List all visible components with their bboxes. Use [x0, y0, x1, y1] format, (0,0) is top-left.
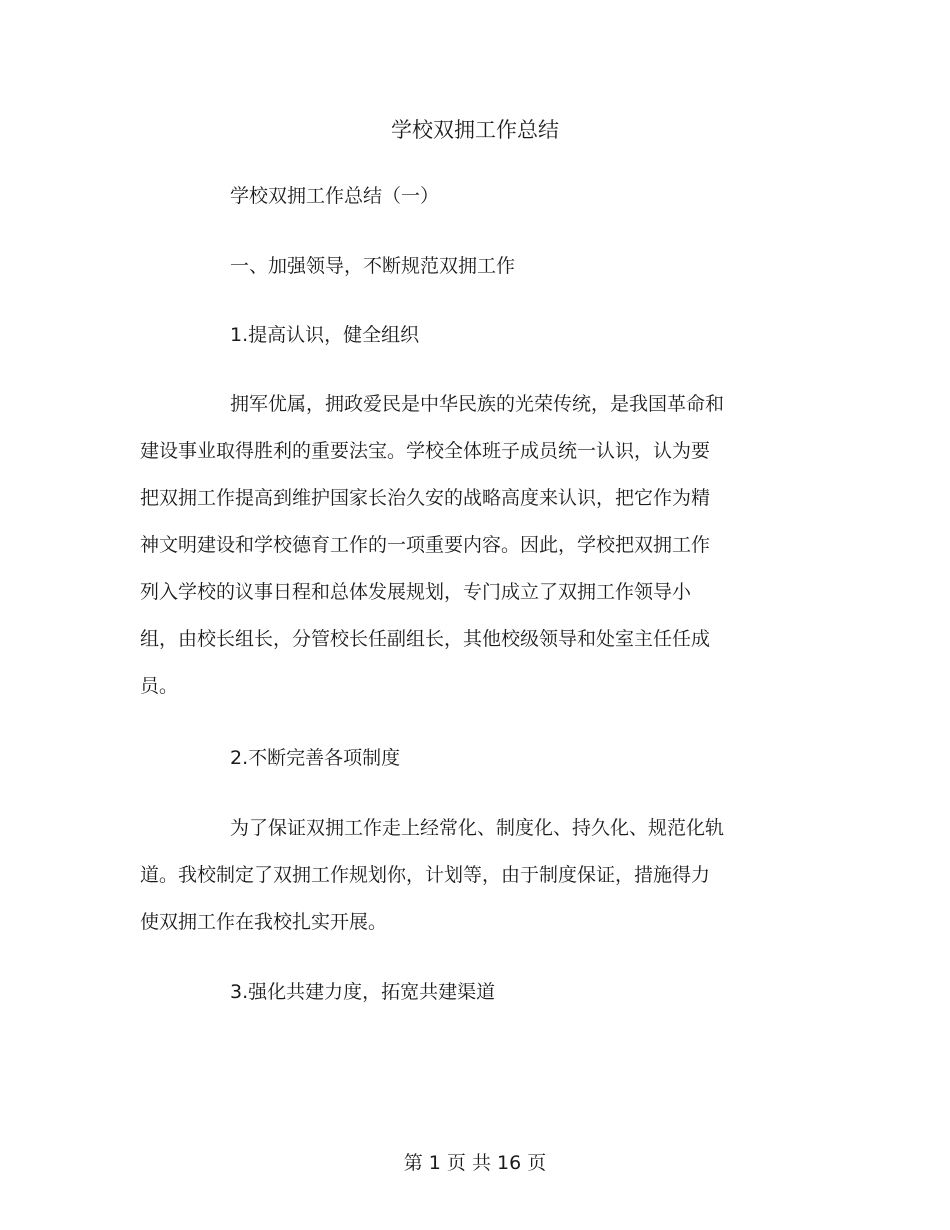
paragraph-line: 神文明建设和学校德育工作的一项重要内容。因此，学校把双拥工作 [140, 534, 711, 556]
section-heading-1: 一、加强领导，不断规范双拥工作 [230, 255, 516, 277]
item-heading-3: 3.强化共建力度，拓宽共建渠道 [230, 981, 496, 1003]
item-heading-2: 2.不断完善各项制度 [230, 747, 401, 769]
paragraph-line: 道。我校制定了双拥工作规划你，计划等，由于制度保证，措施得力 [140, 864, 711, 886]
paragraph-line: 把双拥工作提高到维护国家长治久安的战略高度来认识，把它作为精 [140, 487, 711, 509]
paragraph-line: 员。 [140, 675, 179, 697]
paragraph-line: 为了保证双拥工作走上经常化、制度化、持久化、规范化轨 [230, 817, 725, 839]
page-number-footer: 第 1 页 共 16 页 [403, 1152, 547, 1174]
item-heading-1: 1.提高认识，健全组织 [230, 324, 420, 346]
paragraph-line: 建设事业取得胜利的重要法宝。学校全体班子成员统一认识，认为要 [140, 440, 711, 462]
paragraph-2 [140, 805, 780, 946]
paragraph-1 [140, 381, 780, 710]
document-title: 学校双拥工作总结 [391, 118, 559, 142]
paragraph-line: 使双拥工作在我校扎实开展。 [140, 911, 388, 933]
subtitle: 学校双拥工作总结（一） [230, 185, 440, 207]
paragraph-line: 组，由校长组长，分管校长任副组长，其他校级领导和处室主任任成 [140, 628, 711, 650]
paragraph-line: 拥军优属，拥政爱民是中华民族的光荣传统，是我国革命和 [230, 393, 725, 415]
paragraph-line: 列入学校的议事日程和总体发展规划，专门成立了双拥工作领导小 [140, 581, 692, 603]
